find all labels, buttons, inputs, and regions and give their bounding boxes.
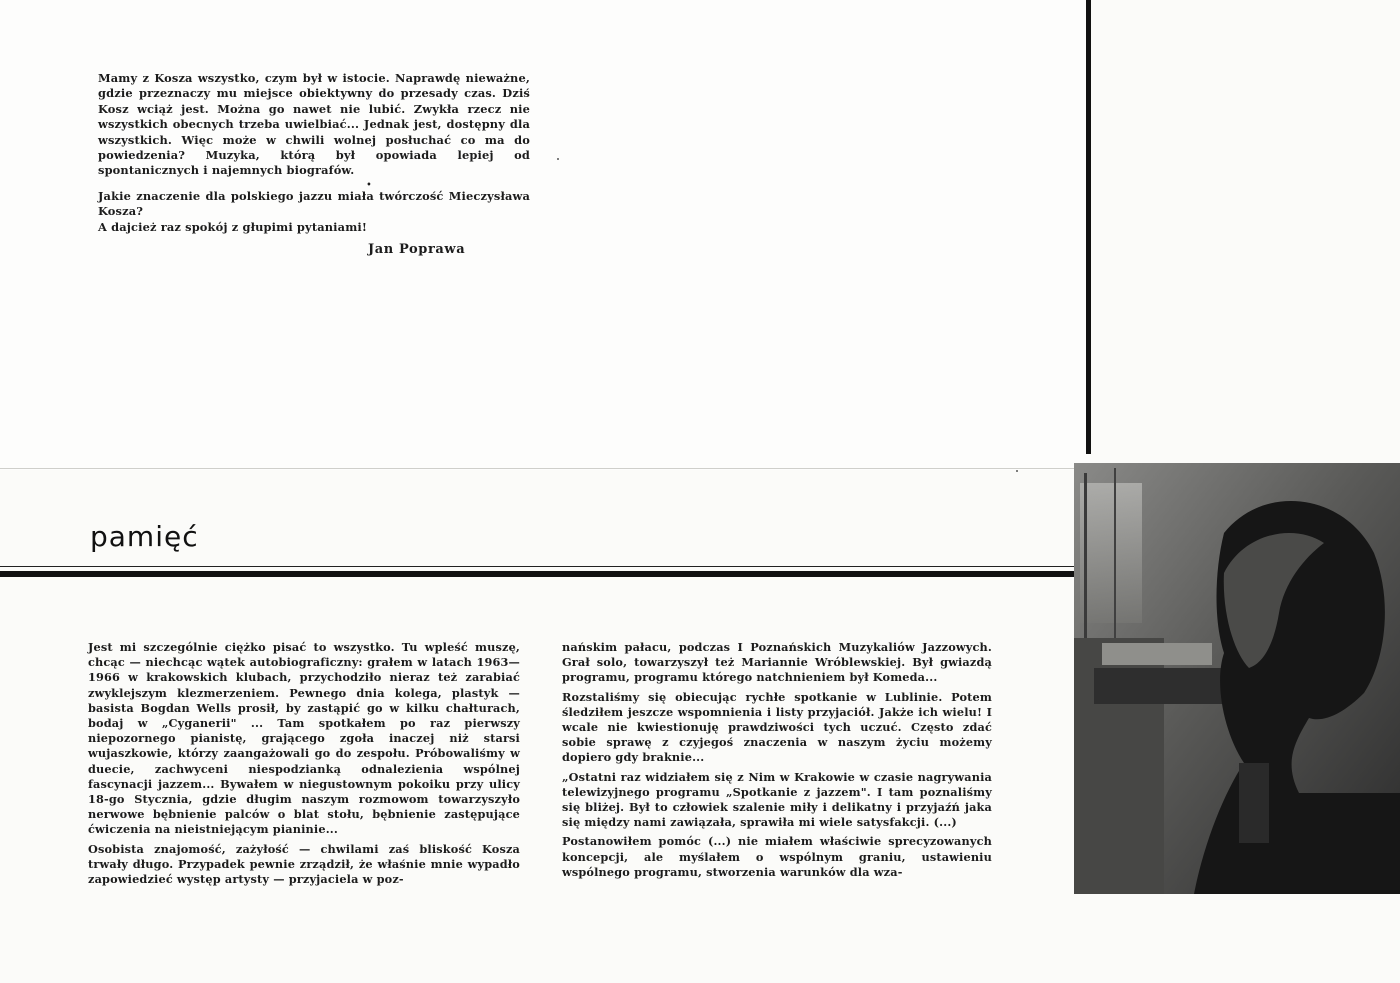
upper-paragraph: Mamy z Kosza wszystko, czym był w istocie. Naprawdę nieważne, gdzie przeznaczy mu miejsce obiektywny do przesady czas. Dziś Kosz wciąż jest. Można go nawet nie lubić. Zwykła rzecz nie wszystkich obecnych trzeba uwielbiać... Jednak jest, dostępny dla wszystkich. Więc może w chwili wolnej posłuchać co ma do powiedzenia? Muzyka, którą był opowiada lepiej od spontanicznych i najemnych biografów. — [98, 71, 530, 178]
column-paragraph: nańskim pałacu, podczas I Poznańskich Muzykaliów Jazzowych. Grał solo, towarzyszył też Mariannie Wróblewskiej. Był gwiazdą programu, programu którego natchnieniem był Komeda... — [562, 640, 992, 685]
page-fold-line — [0, 468, 1075, 469]
column-paragraph: „Ostatni raz widziałem się z Nim w Krakowie w czasie nagrywania telewizyjnego programu „Spotkanie z jazzem". I tam poznaliśmy się bliżej. Był to człowiek szalenie miły i delikatny i przyjaźń jaka się między nami zawiązała, sprawiła mi wiele satysfakcji. (...) — [562, 769, 992, 830]
section-rule — [0, 566, 1075, 578]
column-paragraph: Rozstaliśmy się obiecując rychłe spotkanie w Lublinie. Potem śledziłem jeszcze wspomnienia i listy przyjaciół. Jakże ich wielu! I wcale nie kwiestionuję prawdziwości tych uczuć. Często zdać sobie sprawę z czyjegoś znaczenia w naszym życiu możemy dopiero gdy braknie... — [562, 689, 992, 765]
photo-image — [1074, 463, 1400, 894]
pianist-photo — [1074, 463, 1400, 894]
column-paragraph: Jest mi szczególnie ciężko pisać to wszystko. Tu wpleść muszę, chcąc — niechcąc wątek autobiograficzny: grałem w latach 1963—1966 w krakowskich klubach, przychodziło nieraz też zarabiać zwyklejszym klezmerzeniem. Pewnego dnia kolega, plastyk — basista Bogdan Wells prosił, by zastąpić go w kilku chałturach, bodaj w „Cyganerii" ... Tam spotkałem po raz pierwszy niepozornego pianistę, grającego zgoła inaczej niż starsi wujaszkowie, którzy zaangażowali go do zespołu. Próbowaliśmy w duecie, zachwyceni niespodzianką odnalezienia wspólnej fascynacji jazzem... Bywałem w niegustownym pokoiku przy ulicy 18-go Stycznia, gdzie długim naszym rozmowom towarzyszyło nerwowe bębnienie palców o blat stołu, bębnienie zastępujące ćwiczenia na nieistniejącym pianinie... — [88, 640, 520, 837]
rule-thick-line — [0, 571, 1075, 577]
separator-bullet: • — [366, 178, 372, 189]
upper-article — [98, 71, 530, 235]
rule-thin-line — [0, 566, 1075, 567]
upper-paragraph: Jakie znaczenie dla polskiego jazzu miała twórczość Mieczysława Kosza? — [98, 188, 530, 219]
column-paragraph: Postanowiłem pomóc (...) nie miałem właściwie sprecyzowanych koncepcji, ale myślałem o wspólnym graniu, ustawieniu wspólnego programu, stworzenia warunków dla wza- — [562, 834, 992, 879]
section-title: pamięć — [90, 520, 199, 553]
article-column-1 — [88, 640, 520, 891]
vertical-rule — [1086, 0, 1091, 454]
author-signature: Jan Poprawa — [368, 242, 466, 257]
print-speck — [557, 158, 559, 160]
print-speck — [1016, 470, 1018, 472]
article-column-2 — [562, 640, 992, 884]
column-paragraph: Osobista znajomość, zażyłość — chwilami zaś bliskość Kosza trwały długo. Przypadek pewnie zrządził, że właśnie mnie wypadło zapowiedzieć występ artysty — przyjaciela w poz- — [88, 841, 520, 887]
upper-paragraph: A dajcież raz spokój z głupimi pytaniami! — [98, 219, 368, 234]
